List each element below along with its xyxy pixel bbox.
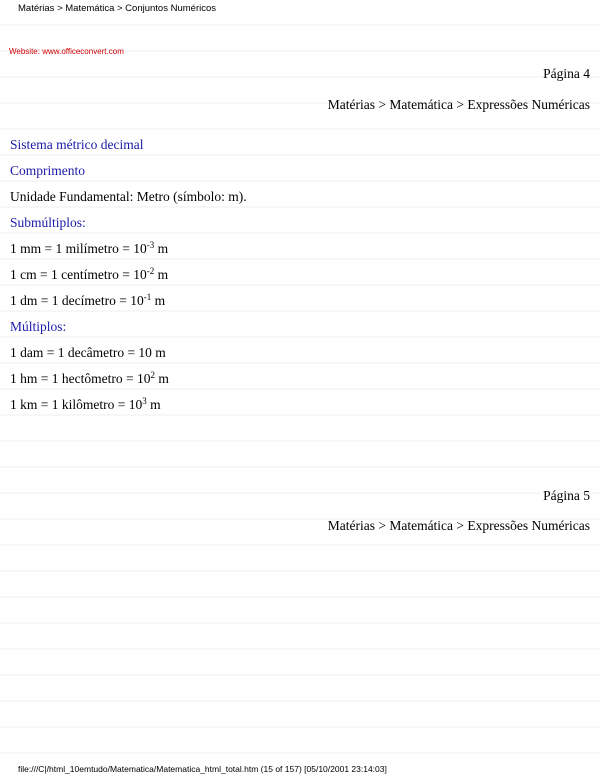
multiplos-heading: Múltiplos:	[10, 319, 67, 334]
website-watermark: Website: www.officeconvert.com	[9, 47, 124, 56]
equation-text: 1 km = 1 kilômetro = 10	[10, 397, 143, 412]
page-number-5: Página 5	[543, 488, 590, 503]
submultiplo-dm	[10, 293, 247, 319]
page-number-4: Página 4	[543, 66, 590, 81]
equation-text: 1 dam = 1 decâmetro = 10 m	[10, 345, 166, 360]
equation-text: 1 cm = 1 centímetro = 10	[10, 267, 147, 282]
browser-print-header: Matérias > Matemática > Conjuntos Numéricos	[18, 3, 216, 14]
unit: m	[151, 293, 166, 308]
unit: m	[154, 241, 169, 256]
subsection-comprimento: Comprimento	[10, 163, 85, 178]
exponent: -3	[146, 240, 155, 250]
breadcrumb-page-5: Matérias > Matemática > Expressões Numéricas	[327, 518, 590, 533]
multiplo-km	[10, 397, 247, 423]
exponent: 2	[150, 370, 155, 380]
unit: m	[154, 371, 169, 386]
submultiplos-heading: Submúltiplos:	[10, 215, 86, 230]
breadcrumb-page-4: Matérias > Matemática > Expressões Numéricas	[327, 97, 590, 112]
section-title: Sistema métrico decimal	[10, 137, 144, 152]
exponent: 3	[142, 396, 147, 406]
exponent: -1	[143, 292, 152, 302]
unit: m	[146, 397, 161, 412]
submultiplo-mm	[10, 241, 247, 267]
browser-print-footer: file:///C|/html_10emtudo/Matematica/Matematica_html_total.htm (15 of 157) [05/10/2001 23:14:03]	[18, 764, 387, 774]
equation-text: 1 hm = 1 hectômetro = 10	[10, 371, 151, 386]
exponent: -2	[146, 266, 155, 276]
equation-text: 1 dm = 1 decímetro = 10	[10, 293, 144, 308]
equation-text: 1 mm = 1 milímetro = 10	[10, 241, 147, 256]
multiplo-dam	[10, 345, 247, 371]
submultiplo-cm	[10, 267, 247, 293]
document-content	[10, 137, 247, 423]
multiplo-hm	[10, 371, 247, 397]
unidade-fundamental-text: Unidade Fundamental: Metro (símbolo: m).	[10, 189, 247, 204]
unit: m	[154, 267, 169, 282]
